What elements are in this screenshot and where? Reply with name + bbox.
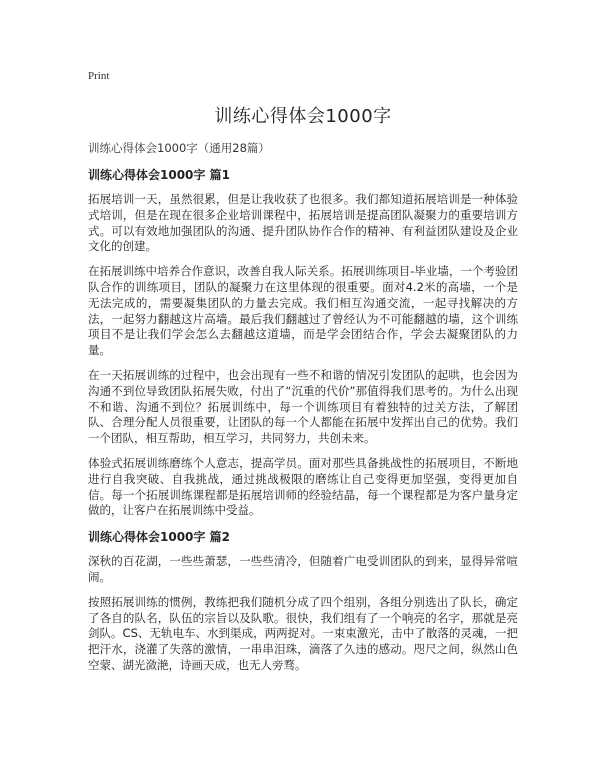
- document-page: [88, 70, 518, 683]
- section-heading: 训练心得体会1000字 篇2: [88, 530, 230, 545]
- section-1: [88, 166, 518, 519]
- paragraph: 拓展培训一天，虽然很累，但是让我收获了也很多。我们都知道拓展培训是一种体验式培训，但是在现在很多企业培训课程中，拓展培训是提高团队凝聚力的重要培训方式。可以有效地加强团队的沟通、提升团队协作合作的精神、有利益团队建设及企业文化的创建。: [88, 192, 518, 254]
- paragraph: 在一天拓展训练的过程中，也会出现有一些不和谐的情况引发团队的起哄，也会因为沟通不到位导致团队拓展失败，付出了“沉重的代价”那值得我们思考的。为什么出现不和谐、沟通不到位？拓展训练中，每一个训练项目有着独特的过关方法，了解团队、合理分配人员很重要，让团队的每一个人都能在拓展中发挥出自己的优势。我们一个团队，相互帮助，相互学习，共同努力，共创未来。: [88, 367, 518, 446]
- paragraph: 深秋的百花湖，一些些萧瑟，一些些清冷，但随着广电受训团队的到来，显得异常喧闹。: [88, 554, 518, 584]
- section-2: [88, 528, 518, 674]
- document-title: 训练心得体会1000字: [214, 106, 392, 127]
- section-heading: 训练心得体会1000字 篇1: [88, 168, 230, 182]
- print-link[interactable]: Print: [88, 70, 110, 82]
- paragraph: 按照拓展训练的惯例，教练把我们随机分成了四个组别，各组分别选出了队长，确定了各自的队名，队伍的宗旨以及队歌。很快，我们组有了一个响亮的名字，那就是亮剑队。CS、无轨电车、水到渠成，两两捉对。一束束激光，击中了散落的灵魂，一把把汗水，浇灌了失落的激情，一串串泪珠，滴落了久违的感动。咫尺之间，纵然山色空蒙、湖光潋滟，诗画天成，也无人旁骛。: [88, 594, 518, 672]
- document-subtitle: 训练心得体会1000字（通用28篇）: [88, 141, 270, 155]
- paragraph: 在拓展训练中培养合作意识，改善自我人际关系。拓展训练项目-毕业墙，一个考验团队合作的训练项目，团队的凝聚力在这里体现的很重要。面对4.2米的高墙，一个是无法完成的，需要凝集团队的力量去完成。我们相互沟通交流，一起寻找解决的方法，一起努力翻越这片高墙。最后我们翻越过了曾经认为不可能翻越的墙，这个训练项目不是让我们学会怎么去翻越这道墙，而是学会团结合作，学会去凝聚团队的力量。: [88, 264, 518, 358]
- paragraph: 体验式拓展训练磨练个人意志，提高学员。面对那些具备挑战性的拓展项目，不断地进行自我突破、自我挑战，通过挑战极限的磨练让自己变得更加坚强，变得更加自信。每一个拓展训练课程都是拓展培训师的经验结晶，每一个课程都是为客户量身定做的，让客户在拓展训练中受益。: [88, 455, 518, 518]
